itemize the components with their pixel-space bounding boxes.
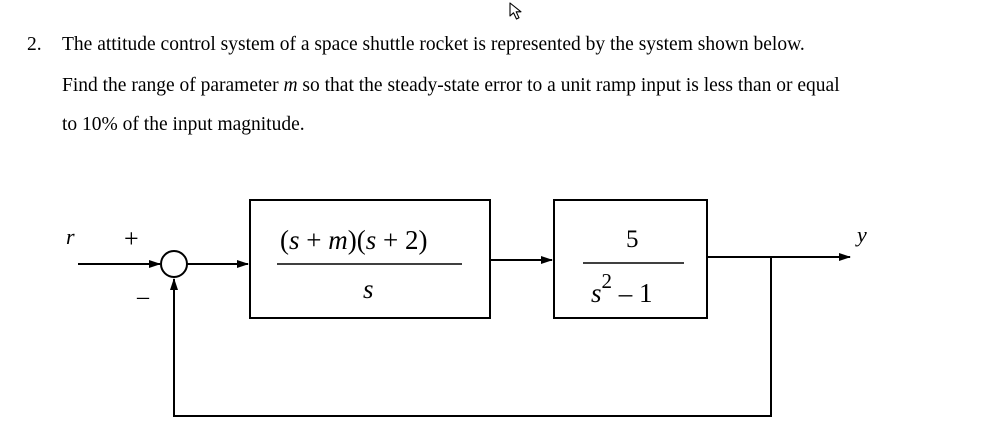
problem-number: 2. — [27, 34, 42, 55]
problem-line-3: to 10% of the input magnitude. — [62, 114, 305, 135]
feedback-path — [174, 257, 771, 416]
plant-numerator: 5 — [626, 226, 639, 253]
controller-numerator: (s + m)(s + 2) — [280, 225, 428, 255]
problem-line-1: The attitude control system of a space shuttle rocket is represented by the system shown below. — [62, 34, 805, 55]
summing-junction — [161, 251, 187, 277]
minus-sign: – — [137, 284, 149, 310]
problem-line-2-pre: Find the range of parameter — [62, 75, 284, 96]
plus-sign: + — [124, 224, 139, 253]
plant-denominator: $s^2 - 1$ — [591, 269, 653, 308]
problem-line-2-post: so that the steady-state error to a unit ramp input is less than or equal — [297, 75, 840, 96]
output-label: y — [857, 222, 867, 247]
controller-denominator: s — [363, 274, 374, 304]
parameter-m: m — [283, 75, 298, 96]
input-label: r — [66, 224, 75, 249]
